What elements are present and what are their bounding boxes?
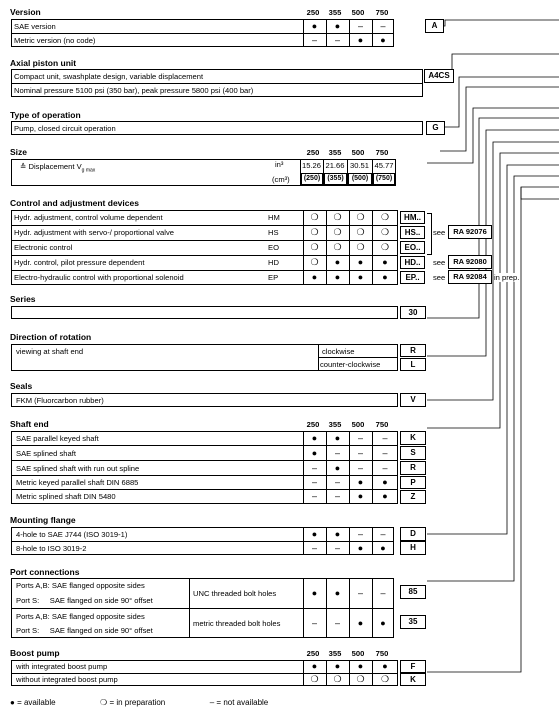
size-code: (355) (324, 173, 347, 185)
control-code: HM.. (400, 211, 425, 224)
ports-row-line2: Port S: SAE flanged on side 90° offset (16, 596, 153, 605)
availability-mark: ● (334, 661, 341, 671)
available-text: = available (17, 698, 56, 707)
availability-mark: ❍ (333, 242, 342, 252)
available-symbol: ● (10, 698, 15, 707)
availability-mark: – (382, 433, 388, 443)
availability-mark: ● (357, 618, 364, 628)
mounting-row-label: 4-hole to SAE J744 (ISO 3019-1) (16, 530, 128, 539)
series-table (11, 306, 398, 319)
availability-mark: ❍ (333, 227, 342, 237)
rotation-code: R (400, 344, 426, 357)
availability-mark: ● (357, 272, 364, 282)
ports-row-line2: Port S: SAE flanged on side 90° offset (16, 626, 153, 635)
availability-mark: – (357, 433, 363, 443)
availability-mark: ❍ (380, 212, 390, 222)
availability-mark: ❍ (380, 242, 390, 252)
operation-title: Type of operation (10, 110, 81, 120)
availability-mark: ● (357, 491, 364, 501)
operation-line: Pump, closed circuit operation (14, 124, 116, 133)
boost-code: K (400, 673, 426, 686)
shaft-title: Shaft end (10, 419, 49, 429)
rotation-code: L (400, 358, 426, 371)
availability-mark: – (334, 543, 340, 553)
ports-code: 85 (400, 585, 426, 599)
rotation-clockwise: clockwise (322, 347, 355, 356)
not-available-symbol: – (209, 698, 215, 707)
availability-mark: ● (334, 21, 341, 31)
availability-mark: ❍ (310, 674, 319, 684)
control-row-label: Hydr. adjustment with servo-/ proportional valve (14, 228, 174, 237)
rotation-title: Direction of rotation (10, 332, 92, 342)
control-see: see (433, 228, 446, 237)
size-title: Size (10, 147, 28, 157)
availability-mark: ❍ (310, 242, 319, 252)
control-row-abbr: EO (268, 243, 279, 252)
size-header-250: 250 (306, 649, 320, 658)
operation-code: G (426, 121, 445, 135)
control-in-prep: in prep. (494, 273, 520, 282)
size-header-250: 250 (306, 420, 320, 429)
size-header-750: 750 (375, 420, 389, 429)
availability-mark: ● (382, 661, 388, 671)
axial-line2: Nominal pressure 5100 psi (350 bar), peak pressure 5800 psi (400 bar) (14, 86, 254, 95)
availability-mark: ● (334, 529, 341, 539)
availability-mark: – (357, 21, 363, 31)
control-row-abbr: HD (268, 258, 279, 267)
shaft-code: Z (400, 490, 426, 504)
control-row-label: Hydr. control, pilot pressure dependent (14, 258, 145, 267)
boost-code: F (400, 660, 426, 673)
availability-mark: ● (357, 477, 364, 487)
availability-mark: – (334, 491, 340, 501)
ports-row-line1: Ports A,B: SAE flanged opposite sides (16, 612, 145, 621)
size-header-750: 750 (375, 8, 389, 17)
control-row-label: Electronic control (14, 243, 73, 252)
availability-mark: ● (382, 477, 388, 487)
version-row-label: SAE version (14, 22, 56, 31)
availability-mark: – (311, 543, 317, 553)
availability-mark: – (357, 529, 363, 539)
availability-mark: ❍ (380, 674, 390, 684)
availability-mark: – (334, 477, 340, 487)
shaft-code: R (400, 461, 426, 475)
size-label: ≙ Displacement $V_{g max}$ (20, 162, 96, 174)
availability-mark: – (311, 618, 317, 628)
rotation-label: viewing at shaft end (16, 347, 84, 356)
size-header-355: 355 (328, 148, 342, 157)
size-header-750: 750 (375, 649, 389, 658)
control-bracket (427, 213, 432, 255)
shaft-row-label: Metric splined shaft DIN 5480 (16, 492, 116, 501)
availability-mark: – (311, 463, 317, 473)
axial-title: Axial piston unit (10, 58, 77, 68)
mounting-row-label: 8-hole to ISO 3019-2 (16, 544, 87, 553)
control-ref: RA 92084 (448, 270, 492, 284)
size-header-355: 355 (328, 649, 342, 658)
version-code: A (425, 19, 444, 33)
size-header-250: 250 (306, 8, 320, 17)
ports-code: 35 (400, 615, 426, 629)
axial-line1: Compact unit, swashplate design, variable displacement (14, 72, 204, 81)
seals-title: Seals (10, 381, 33, 391)
availability-mark: ● (382, 272, 388, 282)
control-row-abbr: EP (268, 273, 279, 282)
availability-mark: ● (382, 257, 388, 267)
control-row-label: Electro-hydraulic control with proportional solenoid (14, 273, 184, 282)
availability-mark: ● (334, 463, 341, 473)
shaft-row-label: Metric keyed parallel shaft DIN 6885 (16, 478, 139, 487)
availability-mark: ● (311, 448, 318, 458)
size-header-500: 500 (351, 148, 365, 157)
availability-mark: ❍ (333, 212, 342, 222)
boost-title: Boost pump (10, 648, 60, 658)
mounting-code: D (400, 527, 426, 541)
ports-row-line1: Ports A,B: SAE flanged opposite sides (16, 581, 145, 590)
boost-row-label: without integrated boost pump (16, 675, 118, 684)
availability-mark: ● (382, 491, 388, 501)
control-code: HS.. (400, 226, 425, 239)
shaft-code: S (400, 446, 426, 460)
availability-mark: ● (311, 661, 318, 671)
seals-code: V (400, 393, 426, 407)
control-see: see (433, 258, 446, 267)
in-preparation-text: = in preparation (109, 698, 166, 707)
availability-mark: – (382, 448, 388, 458)
availability-mark: ● (380, 35, 386, 45)
size-header-500: 500 (351, 8, 365, 17)
boost-row-label: with integrated boost pump (16, 662, 108, 671)
size-header-250: 250 (306, 148, 320, 157)
not-available-text: = not available (216, 698, 269, 707)
availability-mark: ● (334, 433, 341, 443)
availability-mark: ❍ (310, 227, 319, 237)
availability-mark: ❍ (356, 674, 365, 684)
availability-mark: ● (311, 272, 318, 282)
size-code: (250) (301, 173, 323, 185)
ports-title: Port connections (10, 567, 80, 577)
legend (10, 698, 268, 707)
availability-mark: – (382, 463, 388, 473)
availability-mark: ❍ (380, 227, 390, 237)
availability-mark: ● (334, 257, 341, 267)
control-see: see (433, 273, 446, 282)
availability-mark: – (334, 448, 340, 458)
size-in3-value: 15.26 (301, 161, 321, 170)
size-header-500: 500 (351, 649, 365, 658)
size-unit-cm3: (cm³) (272, 175, 290, 184)
control-ref: RA 92080 (448, 255, 492, 269)
availability-mark: ● (311, 21, 318, 31)
size-in3-value: 30.51 (349, 161, 369, 170)
availability-mark: ❍ (356, 242, 365, 252)
axial-code: A4CS (424, 69, 454, 83)
control-row-abbr: HM (268, 213, 280, 222)
size-in3-value: 45.77 (374, 161, 394, 170)
availability-mark: ● (334, 272, 341, 282)
size-in3-value: 21.66 (325, 161, 345, 170)
seals-label: FKM (Fluorcarbon rubber) (16, 396, 104, 405)
availability-mark: ● (357, 661, 364, 671)
availability-mark: ● (357, 35, 364, 45)
control-row-label: Hydr. adjustment, control volume dependent (14, 213, 163, 222)
in-preparation-symbol: ❍ (100, 698, 108, 707)
rotation-counter-clockwise: counter-clockwise (320, 360, 381, 369)
availability-mark: ● (357, 257, 364, 267)
availability-mark: ● (380, 543, 386, 553)
size-header-500: 500 (351, 420, 365, 429)
control-code: EO.. (400, 241, 425, 254)
ports-thread: UNC threaded bolt holes (193, 589, 277, 598)
availability-mark: ❍ (356, 212, 365, 222)
availability-mark: ❍ (356, 227, 365, 237)
availability-mark: – (311, 491, 317, 501)
availability-mark: – (380, 588, 386, 598)
shaft-row-label: SAE parallel keyed shaft (16, 434, 99, 443)
availability-mark: ● (380, 618, 386, 628)
availability-mark: ● (311, 588, 318, 598)
availability-mark: – (357, 448, 363, 458)
size-header-355: 355 (328, 8, 342, 17)
control-ref: RA 92076 (448, 225, 492, 239)
availability-mark: – (357, 588, 363, 598)
control-title: Control and adjustment devices (10, 198, 139, 208)
availability-mark: – (380, 21, 386, 31)
availability-mark: ❍ (310, 257, 319, 267)
mounting-code: H (400, 541, 426, 555)
control-code: EP.. (400, 271, 425, 284)
availability-mark: ❍ (310, 212, 319, 222)
size-header-355: 355 (328, 420, 342, 429)
shaft-code: P (400, 476, 426, 489)
shaft-row-label: SAE splined shaft (16, 449, 76, 458)
availability-mark: ● (334, 588, 341, 598)
availability-mark: ● (311, 529, 318, 539)
availability-mark: – (357, 463, 363, 473)
availability-mark: – (311, 35, 317, 45)
version-row-label: Metric version (no code) (14, 36, 96, 45)
mounting-title: Mounting flange (10, 515, 76, 525)
series-title: Series (10, 294, 36, 304)
availability-mark: – (334, 35, 340, 45)
availability-mark: ● (311, 433, 318, 443)
size-unit-in3: in³ (275, 160, 284, 169)
availability-mark: – (334, 618, 340, 628)
availability-mark: – (380, 529, 386, 539)
availability-mark: ❍ (333, 674, 342, 684)
availability-mark: ● (357, 543, 364, 553)
series-code: 30 (400, 306, 426, 319)
size-header-750: 750 (375, 148, 389, 157)
size-code: (750) (373, 173, 395, 185)
shaft-row-label: SAE splined shaft with run out spline (16, 464, 140, 473)
availability-mark: – (311, 477, 317, 487)
version-title: Version (10, 7, 41, 17)
shaft-code: K (400, 431, 426, 445)
control-row-abbr: HS (268, 228, 279, 237)
control-code: HD.. (400, 256, 425, 269)
ports-thread: metric threaded bolt holes (193, 619, 281, 628)
size-code: (500) (348, 173, 372, 185)
